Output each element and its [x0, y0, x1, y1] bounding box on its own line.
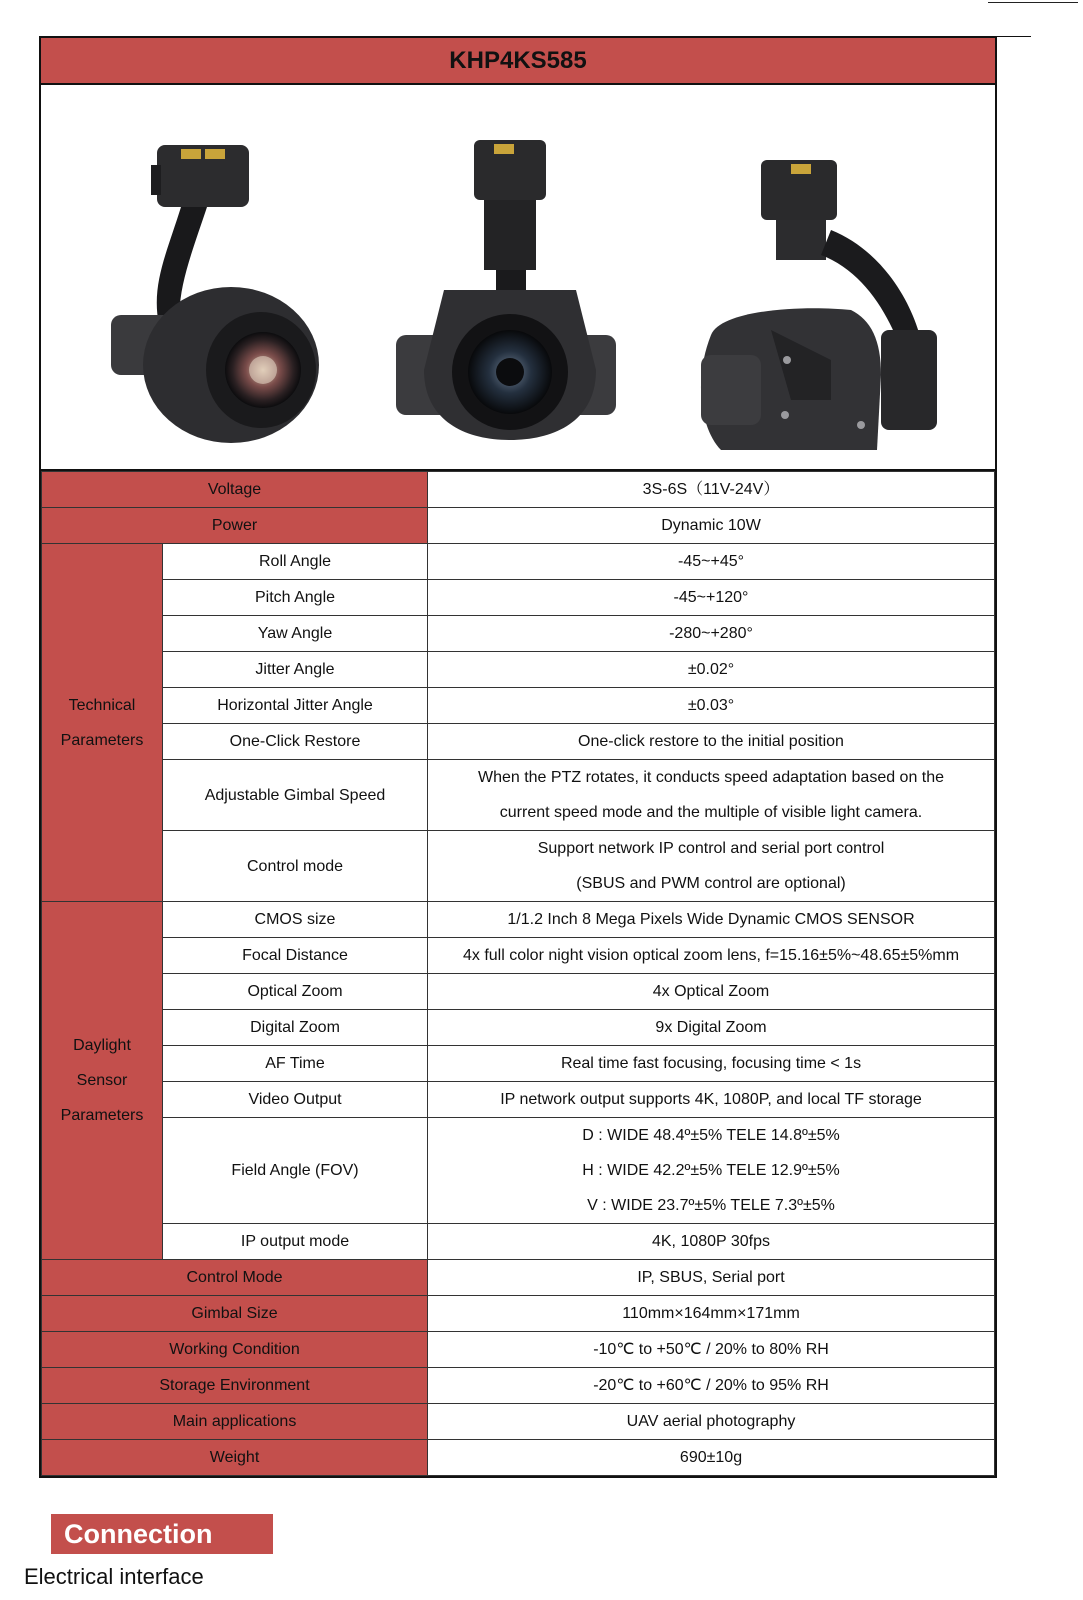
- spec-value: [428, 760, 995, 831]
- spec-value-line: 9x Digital Zoom: [655, 1019, 767, 1036]
- spec-value: -20℃ to +60℃ / 20% to 95% RH: [428, 1368, 995, 1404]
- spec-value: [428, 938, 995, 974]
- gimbal-camera-side-view-icon: [111, 145, 321, 445]
- spec-value: [428, 1118, 995, 1224]
- spec-value-line: 1/1.2 Inch 8 Mega Pixels Wide Dynamic CMOS SENSOR: [507, 911, 915, 928]
- spec-label: Field Angle (FOV): [163, 1118, 428, 1224]
- table-row: [42, 688, 995, 724]
- spec-value-line: -45~+45°: [678, 553, 745, 570]
- spec-label: Control Mode: [42, 1260, 428, 1296]
- spec-value: [428, 724, 995, 760]
- table-row: [42, 1082, 995, 1118]
- spec-label: Main applications: [42, 1404, 428, 1440]
- spec-value: [428, 1010, 995, 1046]
- table-row: [42, 616, 995, 652]
- group-label-technical-line: Technical: [68, 696, 136, 714]
- spec-value: UAV aerial photography: [428, 1404, 995, 1440]
- spec-label: Horizontal Jitter Angle: [163, 688, 428, 724]
- group-label-daylight: [42, 902, 163, 1260]
- spec-label: Weight: [42, 1440, 428, 1476]
- group-label-daylight-line: Sensor: [76, 1072, 128, 1089]
- spec-value: [428, 652, 995, 688]
- table-row: [42, 1296, 995, 1332]
- spec-label: Gimbal Size: [42, 1296, 428, 1332]
- spec-label: Working Condition: [42, 1332, 428, 1368]
- spec-label: Pitch Angle: [163, 580, 428, 616]
- spec-label: Yaw Angle: [163, 616, 428, 652]
- product-title: KHP4KS585: [41, 38, 995, 85]
- table-row: [42, 724, 995, 760]
- spec-value: [428, 1046, 995, 1082]
- spec-label: Control mode: [163, 831, 428, 902]
- table-row: [42, 938, 995, 974]
- spec-value-line: Real time fast focusing, focusing time < 1s: [560, 1055, 862, 1072]
- spec-value: Dynamic 10W: [428, 508, 995, 544]
- group-label-daylight-line: Parameters: [60, 1107, 144, 1124]
- spec-value-line: ±0.02°: [687, 661, 735, 678]
- spec-value-line: -280~+280°: [669, 625, 753, 642]
- spec-value: -10℃ to +50℃ / 20% to 80% RH: [428, 1332, 995, 1368]
- spec-label: One-Click Restore: [163, 724, 428, 760]
- spec-value-line: IP network output supports 4K, 1080P, and local TF storage: [500, 1091, 922, 1108]
- spec-value-line: 4x full color night vision optical zoom lens, f=15.16±5%~48.65±5%mm: [462, 947, 960, 964]
- spec-value: 690±10g: [428, 1440, 995, 1476]
- spec-label: Focal Distance: [163, 938, 428, 974]
- gimbal-camera-rear-view-icon: [681, 160, 951, 460]
- spec-label: Voltage: [42, 472, 428, 508]
- spec-label: Jitter Angle: [163, 652, 428, 688]
- table-row: [42, 508, 995, 544]
- spec-label: Storage Environment: [42, 1368, 428, 1404]
- spec-value: [428, 616, 995, 652]
- group-label-technical: [42, 544, 163, 902]
- spec-value-line: -45~+120°: [673, 589, 749, 606]
- table-row: [42, 472, 995, 508]
- spec-value: [428, 974, 995, 1010]
- table-row: [42, 902, 995, 938]
- table-row: [42, 974, 995, 1010]
- spec-sheet: [39, 36, 997, 1478]
- spec-label: CMOS size: [163, 902, 428, 938]
- table-row: [42, 1118, 995, 1224]
- spec-value-line: 4K, 1080P 30fps: [651, 1233, 771, 1250]
- spec-label: Adjustable Gimbal Speed: [163, 760, 428, 831]
- table-row: [42, 1260, 995, 1296]
- spec-value-line: Support network IP control and serial port control: [537, 840, 885, 857]
- group-label-daylight-line: Daylight: [73, 1037, 131, 1054]
- gimbal-camera-front-view-icon: [396, 140, 616, 440]
- spec-value-line: V : WIDE 23.7º±5% TELE 7.3º±5%: [587, 1197, 835, 1214]
- electrical-interface-heading: Electrical interface: [24, 1564, 204, 1589]
- spec-label: Roll Angle: [163, 544, 428, 580]
- table-row: [42, 831, 995, 902]
- spec-value-line: 4x Optical Zoom: [652, 983, 770, 1000]
- spec-label: Power: [42, 508, 428, 544]
- connection-heading: Connection: [51, 1514, 273, 1554]
- spec-value-line: current speed mode and the multiple of visible light camera.: [499, 804, 923, 821]
- spec-value: [428, 544, 995, 580]
- top-corner-rule: [988, 2, 1078, 3]
- table-row: [42, 1046, 995, 1082]
- spec-value: 110mm×164mm×171mm: [428, 1296, 995, 1332]
- spec-label: Optical Zoom: [163, 974, 428, 1010]
- table-row: [42, 1224, 995, 1260]
- table-row: [42, 760, 995, 831]
- spec-value: 3S-6S（11V-24V）: [428, 472, 995, 508]
- spec-value: [428, 1082, 995, 1118]
- spec-value: [428, 688, 995, 724]
- spec-value-line: One-click restore to the initial position: [578, 733, 844, 750]
- spec-value-line: ±0.03°: [687, 697, 735, 714]
- table-row: [42, 1332, 995, 1368]
- table-row: [42, 652, 995, 688]
- spec-value: [428, 1224, 995, 1260]
- table-row: [42, 580, 995, 616]
- spec-value-line: H : WIDE 42.2º±5% TELE 12.9º±5%: [582, 1162, 840, 1179]
- spec-value-line: (SBUS and PWM control are optional): [576, 875, 846, 892]
- spec-label: Video Output: [163, 1082, 428, 1118]
- table-row: [42, 1404, 995, 1440]
- spec-label: AF Time: [163, 1046, 428, 1082]
- table-row: [42, 1010, 995, 1046]
- group-label-technical-line: Parameters: [60, 731, 144, 749]
- spec-table: [41, 471, 995, 1476]
- table-row: [42, 1368, 995, 1404]
- spec-value-line: When the PTZ rotates, it conducts speed adaptation based on the: [477, 769, 945, 786]
- table-row: [42, 1440, 995, 1476]
- table-row: [42, 544, 995, 580]
- spec-value-line: D : WIDE 48.4º±5% TELE 14.8º±5%: [582, 1127, 840, 1144]
- spec-value: IP, SBUS, Serial port: [428, 1260, 995, 1296]
- spec-value: [428, 831, 995, 902]
- spec-label: Digital Zoom: [163, 1010, 428, 1046]
- spec-value: [428, 902, 995, 938]
- spec-value: [428, 580, 995, 616]
- product-photos: [41, 85, 995, 471]
- spec-label: IP output mode: [163, 1224, 428, 1260]
